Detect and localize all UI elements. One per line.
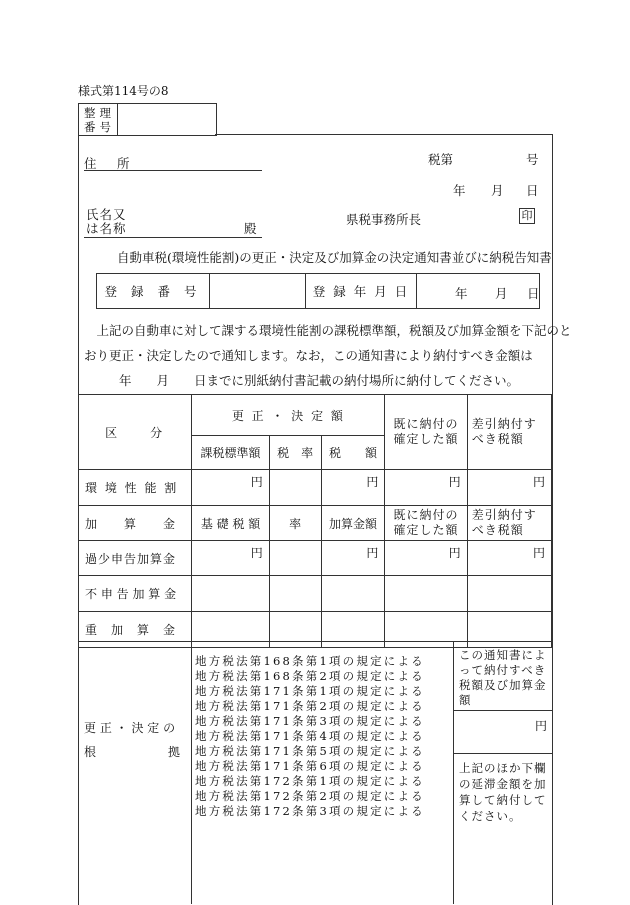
basis-line: 地方税法第171条第4項の規定による xyxy=(195,729,425,743)
yen-unit: 円 xyxy=(321,470,385,506)
delinquent-note: 上記のほか下欄の延滞金額を加算して納付してください。 xyxy=(459,761,547,823)
tax-number-suffix: 号 xyxy=(526,152,539,167)
registration-date-label: 登 録 年 月 日 xyxy=(306,274,417,309)
form-number: 様式第114号の8 xyxy=(78,84,169,98)
basis-label-line2: 根 拠 xyxy=(84,745,181,759)
name-field xyxy=(84,219,262,238)
row-kasankin: 加 算 金 xyxy=(79,506,192,541)
honorific: 殿 xyxy=(244,221,257,236)
address-field xyxy=(84,154,262,171)
basis-lines xyxy=(195,654,453,819)
tax-number-prefix: 税第 xyxy=(428,152,454,167)
basis-line: 地方税法第172条第3項の規定による xyxy=(195,804,425,818)
document-title: 自動車税(環境性能割)の更正・決定及び加算金の決定通知書並びに納税告知書 xyxy=(117,250,552,265)
cell-empty xyxy=(269,576,321,612)
basis-line: 地方税法第172条第2項の規定による xyxy=(195,789,425,803)
name-label-line1: 氏名又 xyxy=(86,207,127,222)
kisei-header: 既に納付の確定した額 xyxy=(385,395,467,470)
row-kankyo: 環 境 性 能 割 xyxy=(79,470,192,506)
payable-cell xyxy=(453,642,553,904)
yen-unit: 円 xyxy=(467,470,551,506)
sashihiki-header-2: 差引納付すべき税額 xyxy=(467,506,551,541)
yen-unit: 円 xyxy=(321,541,385,576)
basis-line: 地方税法第168条第2項の規定による xyxy=(195,669,425,683)
cell-empty xyxy=(321,576,385,612)
yen-unit: 円 xyxy=(192,470,269,506)
basis-label-cell xyxy=(78,642,192,904)
registration-number-label: 登 録 番 号 xyxy=(97,274,210,309)
kisei-header-2: 既に納付の確定した額 xyxy=(385,506,467,541)
name-label-line2: は名称 xyxy=(86,221,127,236)
reference-number-box xyxy=(78,103,217,136)
basis-line: 地方税法第168条第1項の規定による xyxy=(195,654,425,668)
cell-empty xyxy=(385,576,467,612)
basis-line: 地方税法第171条第5項の規定による xyxy=(195,744,425,758)
notice-text xyxy=(84,318,572,393)
yen-unit: 円 xyxy=(192,541,269,576)
registration-number-value xyxy=(210,274,306,309)
kazei-hyojun-header: 課税標準額 xyxy=(192,436,269,470)
registration-date-year: 年 xyxy=(455,286,468,301)
seal-mark: 印 xyxy=(519,208,535,224)
basis-line: 地方税法第172条第1項の規定による xyxy=(195,774,425,788)
yen-unit: 円 xyxy=(467,541,551,576)
address-label: 住 所 xyxy=(84,156,134,171)
basis-label-line1: 更 正 ・ 決 定 の xyxy=(84,721,176,735)
registration-date-day: 日 xyxy=(527,286,540,301)
payable-amount-box xyxy=(454,710,553,754)
row-fushinkoku: 不 申 告 加 算 金 xyxy=(79,576,192,612)
row-kaso: 過少申告加算金 xyxy=(79,541,192,576)
kiso-zeigaku-header: 基 礎 税 額 xyxy=(192,506,269,541)
notice-date-day: 日 xyxy=(526,183,539,198)
kaso-rate xyxy=(269,541,321,576)
basis-line: 地方税法第171条第2項の規定による xyxy=(195,699,425,713)
basis-section xyxy=(78,641,552,904)
reference-number-label: 整理 番号 xyxy=(79,104,118,135)
ritsu-header: 率 xyxy=(269,506,321,541)
cell-empty xyxy=(192,576,269,612)
cell-empty xyxy=(467,576,551,612)
notice-line: おり更正・決定したので通知します。なお，この通知書により納付すべき金額は xyxy=(84,348,533,363)
zeiritsu-header: 税 率 xyxy=(269,436,321,470)
notice-date-year: 年 xyxy=(453,183,466,198)
yen-unit: 円 xyxy=(534,719,547,733)
notice-date-month: 月 xyxy=(491,183,504,198)
basis-line: 地方税法第171条第3項の規定による xyxy=(195,714,425,728)
yen-unit: 円 xyxy=(385,541,467,576)
tax-table xyxy=(78,394,552,648)
payable-note: この通知書によって納付すべき税額及び加算金額 xyxy=(459,648,547,707)
sashihiki-header: 差引納付すべき税額 xyxy=(467,395,551,470)
registration-table xyxy=(96,273,540,309)
basis-line: 地方税法第171条第1項の規定による xyxy=(195,684,425,698)
registration-date-value xyxy=(417,274,540,309)
kankyo-rate xyxy=(269,470,321,506)
zeigaku-header: 税 額 xyxy=(321,436,385,470)
row-jukasan: 重 加 算 金 xyxy=(79,612,192,648)
yen-unit: 円 xyxy=(385,470,467,506)
kubun-header: 区 分 xyxy=(79,395,192,470)
registration-date-month: 月 xyxy=(495,286,508,301)
notice-line: 年 月 日までに別紙納付書記載の納付場所に納付してください。 xyxy=(94,373,520,388)
notice-line: 上記の自動車に対して課する環境性能割の課税標準額，税額及び加算金額を下記のと xyxy=(84,323,572,338)
kousei-kettei-header: 更 正 ・ 決 定 額 xyxy=(192,395,385,436)
kasankin-gaku-header: 加算金額 xyxy=(321,506,385,541)
basis-line: 地方税法第171条第6項の規定による xyxy=(195,759,425,773)
office-name: 県税事務所長 xyxy=(346,212,422,227)
